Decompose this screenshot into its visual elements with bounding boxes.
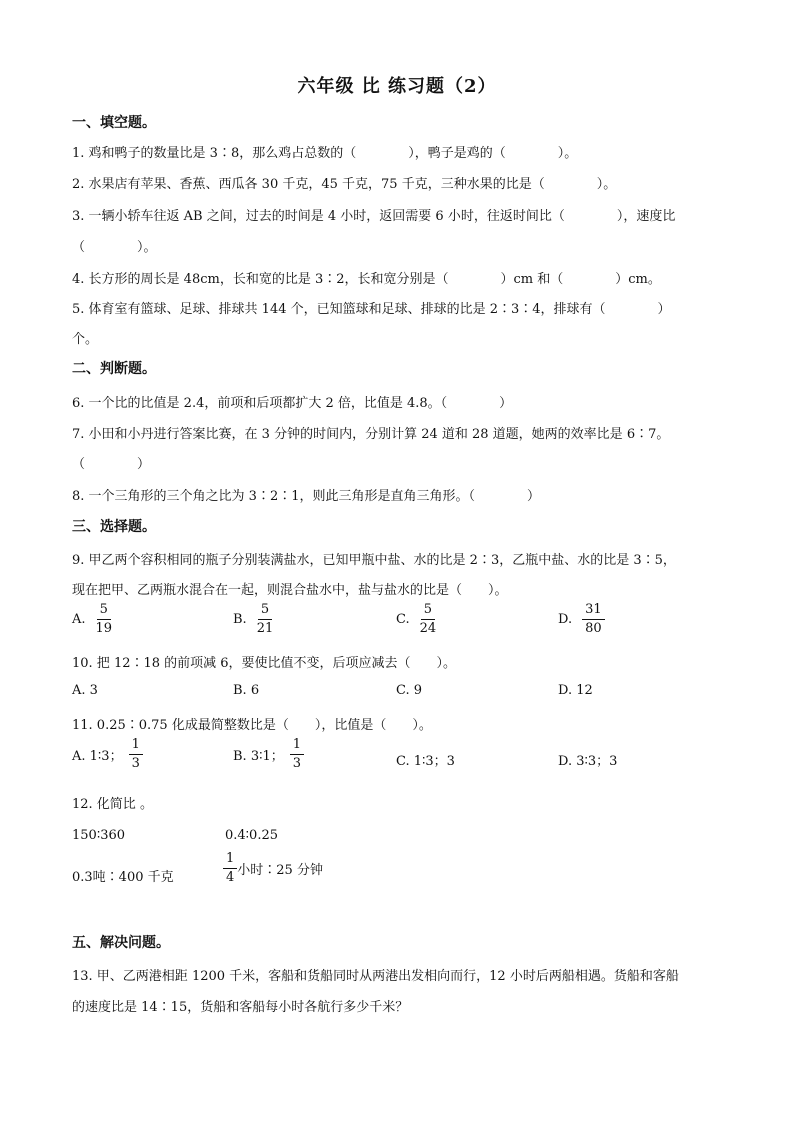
- q11-option-b-fraction: [290, 738, 304, 771]
- q9-option-d: [558, 603, 605, 636]
- q9-option-d-numerator: 31: [582, 603, 605, 620]
- q9-option-b: [233, 603, 273, 636]
- q11-option-a-text: A. 1∶3；: [72, 749, 123, 764]
- q12-item-4-numerator: 1: [223, 852, 237, 869]
- section-fill-blanks-heading: 一、填空题。: [72, 115, 156, 131]
- q9-option-a-denominator: 19: [95, 621, 113, 636]
- q10-option-b: B. 6: [233, 683, 260, 698]
- q9-option-a-numerator: 5: [97, 603, 111, 620]
- q9-option-b-label: B.: [233, 612, 247, 627]
- question-4: 4. 长方形的周长是 48cm，长和宽的比是 3∶2，长和宽分别是（ ）cm 和（ ）cm。: [72, 272, 661, 287]
- q9-option-b-fraction: [257, 603, 274, 636]
- question-1: 1. 鸡和鸭子的数量比是 3∶8，那么鸡占总数的（ ），鸭子是鸡的（ ）。: [72, 146, 578, 161]
- question-11: 11. 0.25∶0.75 化成最简整数比是（ ），比值是（ ）。: [72, 718, 432, 733]
- q9-option-d-label: D.: [558, 612, 573, 627]
- q10-option-c: C. 9: [396, 683, 423, 698]
- q9-option-a-label: A.: [72, 612, 86, 627]
- q11-option-a: [72, 738, 143, 771]
- q9-option-b-denominator: 21: [256, 621, 274, 636]
- q11-option-b-numerator: 1: [290, 738, 304, 755]
- question-13-line-2: 的速度比是 14∶15，货船和客船每小时各航行多少千米？: [72, 1000, 409, 1015]
- q9-option-a: [72, 603, 112, 636]
- question-7-line-2: （ ）: [72, 457, 151, 472]
- question-6: 6. 一个比的比值是 2.4，前项和后项都扩大 2 倍，比值是 4.8。（ ）: [72, 396, 513, 411]
- q9-option-c-label: C.: [396, 612, 410, 627]
- q11-option-a-fraction: [129, 738, 143, 771]
- q9-option-d-fraction: [582, 603, 605, 636]
- q12-item-2: 0.4∶0.25: [225, 828, 279, 843]
- q9-option-c-numerator: 5: [421, 603, 435, 620]
- section-multiple-choice-heading: 三、选择题。: [72, 519, 156, 535]
- q9-option-c-denominator: 24: [419, 621, 437, 636]
- q11-option-d: D. 3∶3；3: [558, 754, 618, 769]
- question-9-line-2: 现在把甲、乙两瓶水混合在一起，则混合盐水中，盐与盐水的比是（ ）。: [72, 583, 508, 598]
- q12-item-4-fraction: [223, 852, 237, 885]
- q12-item-1: 150∶360: [72, 828, 126, 843]
- question-7-line-1: 7. 小田和小丹进行答案比赛，在 3 分钟的时间内，分别计算 24 道和 28 道题，她两的效率比是 6∶7。: [72, 427, 670, 442]
- q10-option-a: A. 3: [72, 683, 98, 698]
- question-2: 2. 水果店有苹果、香蕉、西瓜各 30 千克，45 千克，75 千克，三种水果的比是（ ）。: [72, 177, 617, 192]
- q12-item-4: [217, 852, 323, 885]
- q11-option-b-text: B. 3∶1；: [233, 749, 284, 764]
- question-3-line-2: （ ）。: [72, 240, 157, 255]
- q12-item-4-text: 小时∶25 分钟: [237, 863, 323, 878]
- section-true-false-heading: 二、判断题。: [72, 361, 156, 377]
- q11-option-a-denominator: 3: [131, 756, 140, 771]
- question-10: 10. 把 12∶18 的前项减 6，要使比值不变，后项应减去（ ）。: [72, 656, 457, 671]
- q11-option-b-denominator: 3: [292, 756, 302, 771]
- q9-option-d-denominator: 80: [585, 621, 602, 636]
- q10-option-d: D. 12: [558, 683, 593, 698]
- q9-option-c-fraction: [420, 603, 437, 636]
- q11-option-b: [233, 738, 304, 771]
- q11-option-c: C. 1∶3；3: [396, 754, 455, 769]
- section-problem-solving-heading: 五、解决问题。: [72, 935, 170, 951]
- q9-option-c: [396, 603, 436, 636]
- question-5-line-1: 5. 体育室有篮球、足球、排球共 144 个，已知篮球和足球、排球的比是 2∶3∶4，排球有（ ）: [72, 302, 671, 317]
- question-3-line-1: 3. 一辆小轿车往返 AB 之间，过去的时间是 4 小时，返回需要 6 小时，往返时间比（ ），速度比: [72, 209, 676, 224]
- q12-item-4-denominator: 4: [226, 870, 235, 885]
- question-5-line-2: 个。: [72, 332, 99, 347]
- q9-option-a-fraction: [96, 603, 113, 636]
- question-13-line-1: 13. 甲、乙两港相距 1200 千米，客船和货船同时从两港出发相向而行，12 小时后两船相遇。货船和客船: [72, 969, 679, 984]
- page-title: 六年级 比 练习题（2）: [297, 76, 497, 97]
- q9-option-b-numerator: 5: [258, 603, 272, 620]
- question-9-line-1: 9. 甲乙两个容积相同的瓶子分别装满盐水，已知甲瓶中盐、水的比是 2∶3，乙瓶中盐、水的比是 3∶5，: [72, 553, 676, 568]
- question-12: 12. 化简比 。: [72, 797, 153, 812]
- q12-item-3: 0.3吨∶400 千克: [72, 870, 174, 885]
- question-8: 8. 一个三角形的三个角之比为 3∶2∶1，则此三角形是直角三角形。（ ）: [72, 489, 540, 504]
- q11-option-a-numerator: 1: [129, 738, 143, 755]
